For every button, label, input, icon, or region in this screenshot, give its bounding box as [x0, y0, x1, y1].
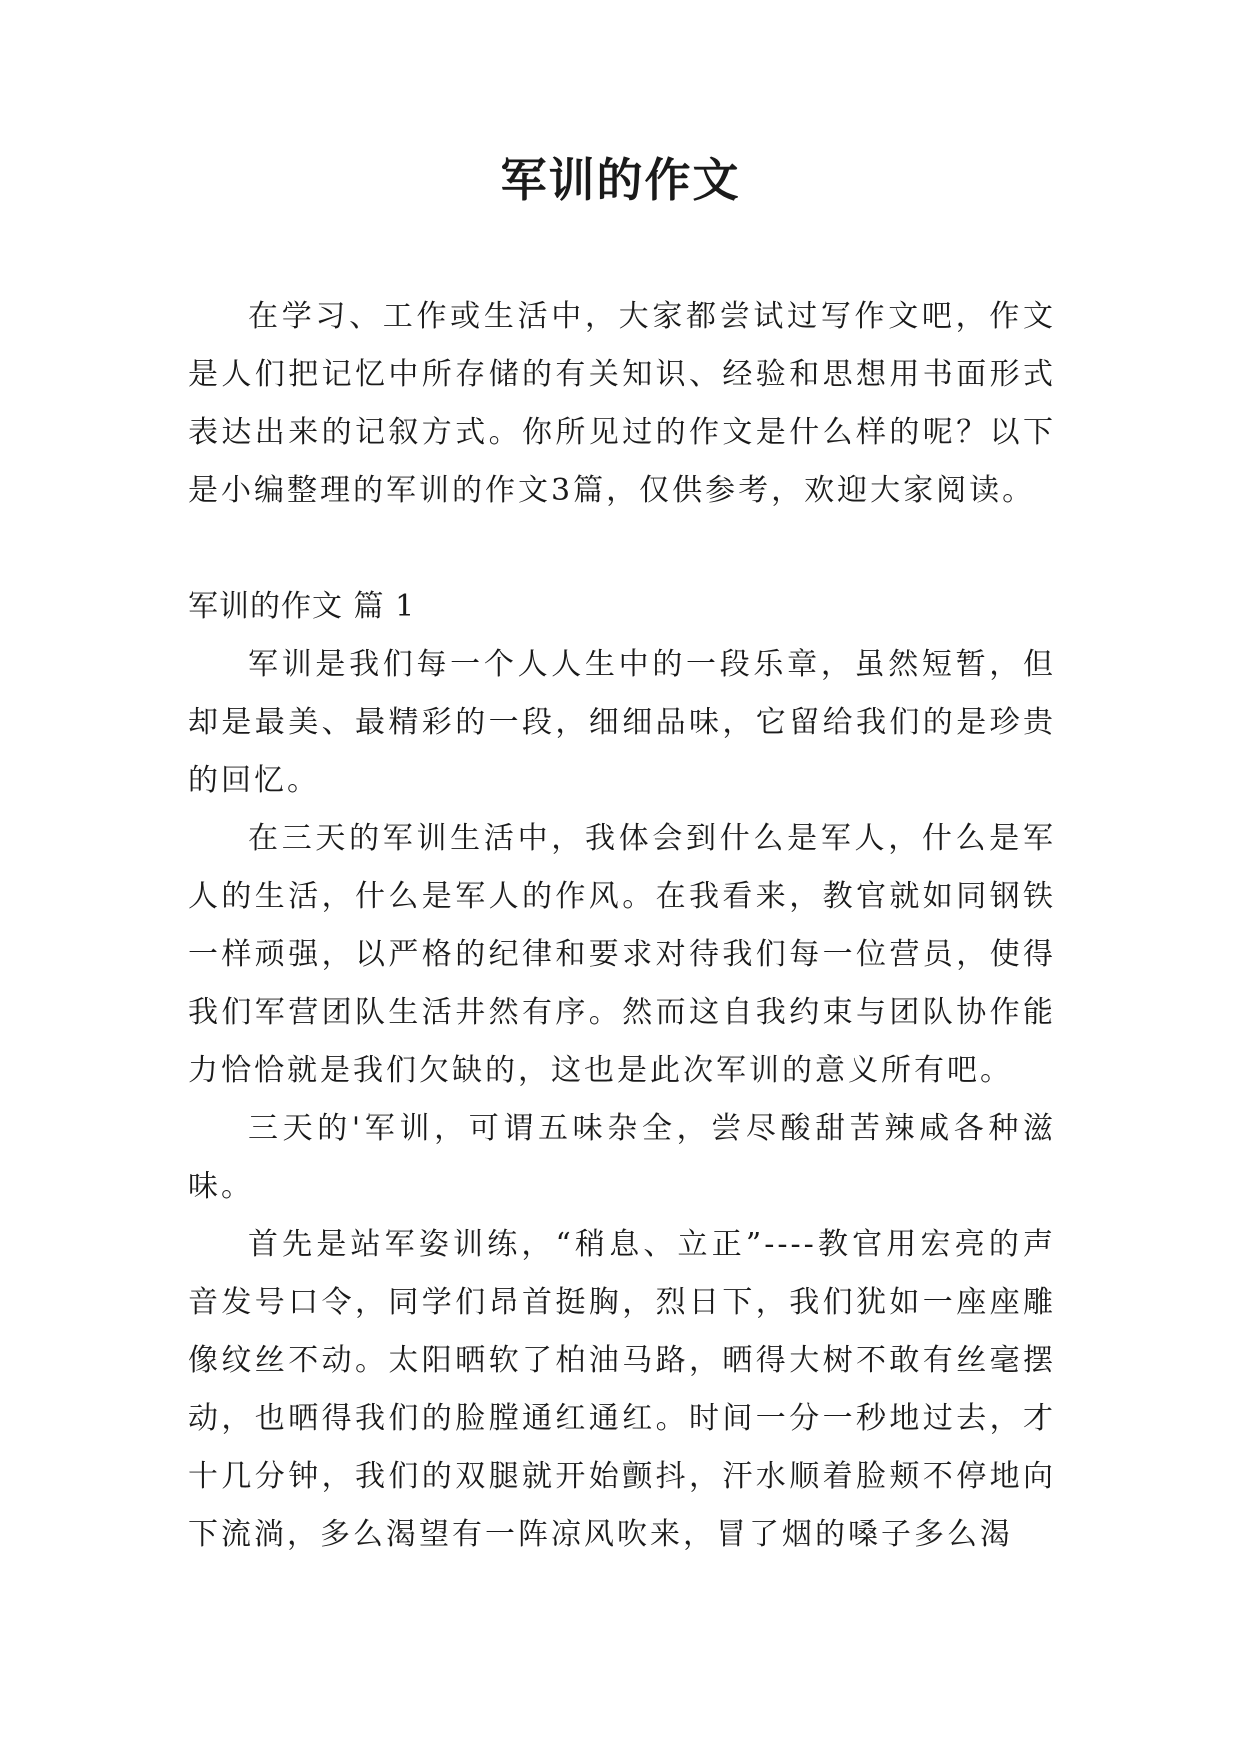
body-paragraph-1: 军训是我们每一个人人生中的一段乐章，虽然短暂，但却是最美、最精彩的一段，细细品味，它留给我们的是珍贵的回忆。 — [188, 647, 1056, 798]
section-heading: 军训的作文 篇 1 — [188, 589, 416, 624]
intro-paragraph: 在学习、工作或生活中，大家都尝试过写作文吧，作文是人们把记忆中所存储的有关知识、经验和思想用书面形式表达出来的记叙方式。你所见过的作文是什么样的呢？以下是小编整理的军训的作文3篇，仅供参考，欢迎大家阅读。 — [188, 299, 1056, 508]
body-paragraph-3: 三天的'军训，可谓五味杂全，尝尽酸甜苦辣咸各种滋味。 — [188, 1111, 1056, 1204]
document-title: 军训的作文 — [500, 153, 741, 207]
body-paragraph-4: 首先是站军姿训练，“稍息、立正”----教官用宏亮的声音发号口令，同学们昂首挺胸，烈日下，我们犹如一座座雕像纹丝不动。太阳晒软了柏油马路，晒得大树不敢有丝毫摆动，也晒得我们的脸膛通红通红。时间一分一秒地过去，才十几分钟，我们的双腿就开始颤抖，汗水顺着脸颊不停地向下流淌，多么渴望有一阵凉风吹来，冒了烟的嗓子多么渴 — [188, 1227, 1056, 1552]
body-paragraph-2: 在三天的军训生活中，我体会到什么是军人，什么是军人的生活，什么是军人的作风。在我看来，教官就如同钢铁一样顽强，以严格的纪律和要求对待我们每一位营员，使得我们军营团队生活井然有序。然而这自我约束与团队协作能力恰恰就是我们欠缺的，这也是此次军训的意义所有吧。 — [188, 821, 1056, 1088]
document-body — [188, 288, 1056, 1564]
